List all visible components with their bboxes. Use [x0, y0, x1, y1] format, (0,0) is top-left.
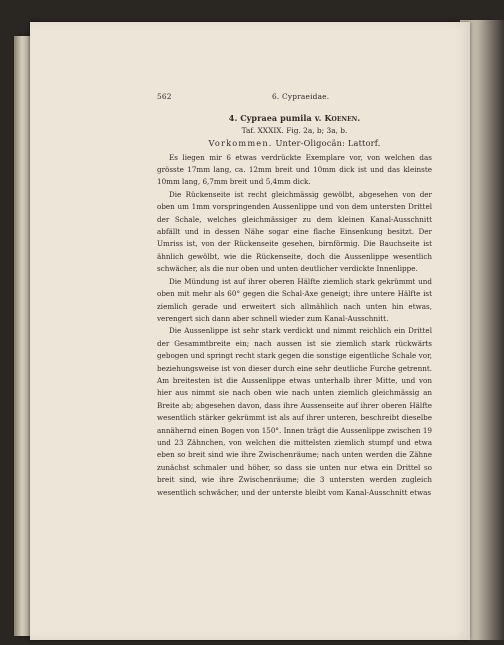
page-number: 562	[157, 92, 172, 101]
running-head: 6. Cypraeidae.	[272, 92, 330, 101]
occurrence-line	[157, 137, 432, 149]
species-name: 4. Cypraea pumila v.	[228, 113, 322, 124]
paragraph-dimensions: Es liegen mir 6 etwas verdrückte Exemplare vor, von welchen das grösste 17mm lang, ca. 12mm breit und 10mm dick ist und das kleinste 10mm lang, 6,7mm breit und 5,4mm dick.	[157, 152, 432, 187]
page-header	[157, 91, 432, 103]
text-block	[157, 91, 432, 499]
paragraph-aperture: Die Mündung ist auf ihrer oberen Hälfte ziemlich stark gekrümmt und oben mit mehr als 60° gegen die Schal-Axe geneigt; ihre untere Hälfte ist ziemlich gerade und erweitert sich allmählich nach unten hin etwas, verengert sich dann aber schnell wieder zum Kanal-Ausschnitt.	[157, 276, 432, 323]
occurrence-text: Unter-Oligocän: Lattorf.	[275, 138, 381, 149]
paragraph-outer-lip: Die Aussenlippe ist sehr stark verdickt und nimmt reichlich ein Drittel der Gesammtbreite ein; nach aussen ist sie ziemlich stark rückwärts gebogen und springt recht stark gegen die sonstige eigentliche Schale vor, beziehungsweise ist von dieser durch eine sehr deutliche Furche getrennt. Am breitesten ist die Aussenlippe etwas unterhalb ihrer Mitte, und von hier aus nimmt sie nach oben wie nach unten ziemlich gleichmässig an Breite ab; abgesehen davon, dass ihre Aussenseite auf ihrer oberen Hälfte wesentlich stärker gekrümmt ist als auf ihrer unteren, beschreibt dieselbe annähernd einen Bogen von 150°. Innen trägt die Aussenlippe zwischen 19 und 23 Zähnchen, von welchen die mittelsten ziemlich stumpf und etwa eben so breit sind wie ihre Zwischenräume; nach unten werden die Zähne zunächst schmaler und höher, so dass sie unten nur etwa ein Drittel so breit sind, wie ihre Zwischenräume; die 3 untersten werden zugleich wesentlich schwächer, und der unterste bleibt vom Kanal-Ausschnitt etwas	[157, 326, 432, 497]
paragraph-dorsal: Die Rückenseite ist recht gleichmässig gewölbt, abgesehen von der oben um 1mm vorspringenden Aussenlippe und von dem untersten Drittel der Schale, welches gleichmässiger zu dem kleinen Kanal-Ausschnitt abfällt und in dessen Nähe sogar eine flache Einsenkung besitzt. Der Umriss ist, von der Rückenseite gesehen, birnförmig. Die Bauchseite ist ähnlich gewölbt, wie die Rückenseite, doch die Aussenlippe wesentlich schwächer, als die nur oben und unten deutlicher verdickte Innenlippe.	[157, 189, 432, 274]
occurrence-label: Vorkommen.	[208, 138, 273, 149]
species-author: Koenen.	[324, 113, 361, 124]
species-title	[157, 112, 432, 124]
plate-reference: Taf. XXXIX. Fig. 2a, b; 3a, b.	[241, 125, 348, 135]
